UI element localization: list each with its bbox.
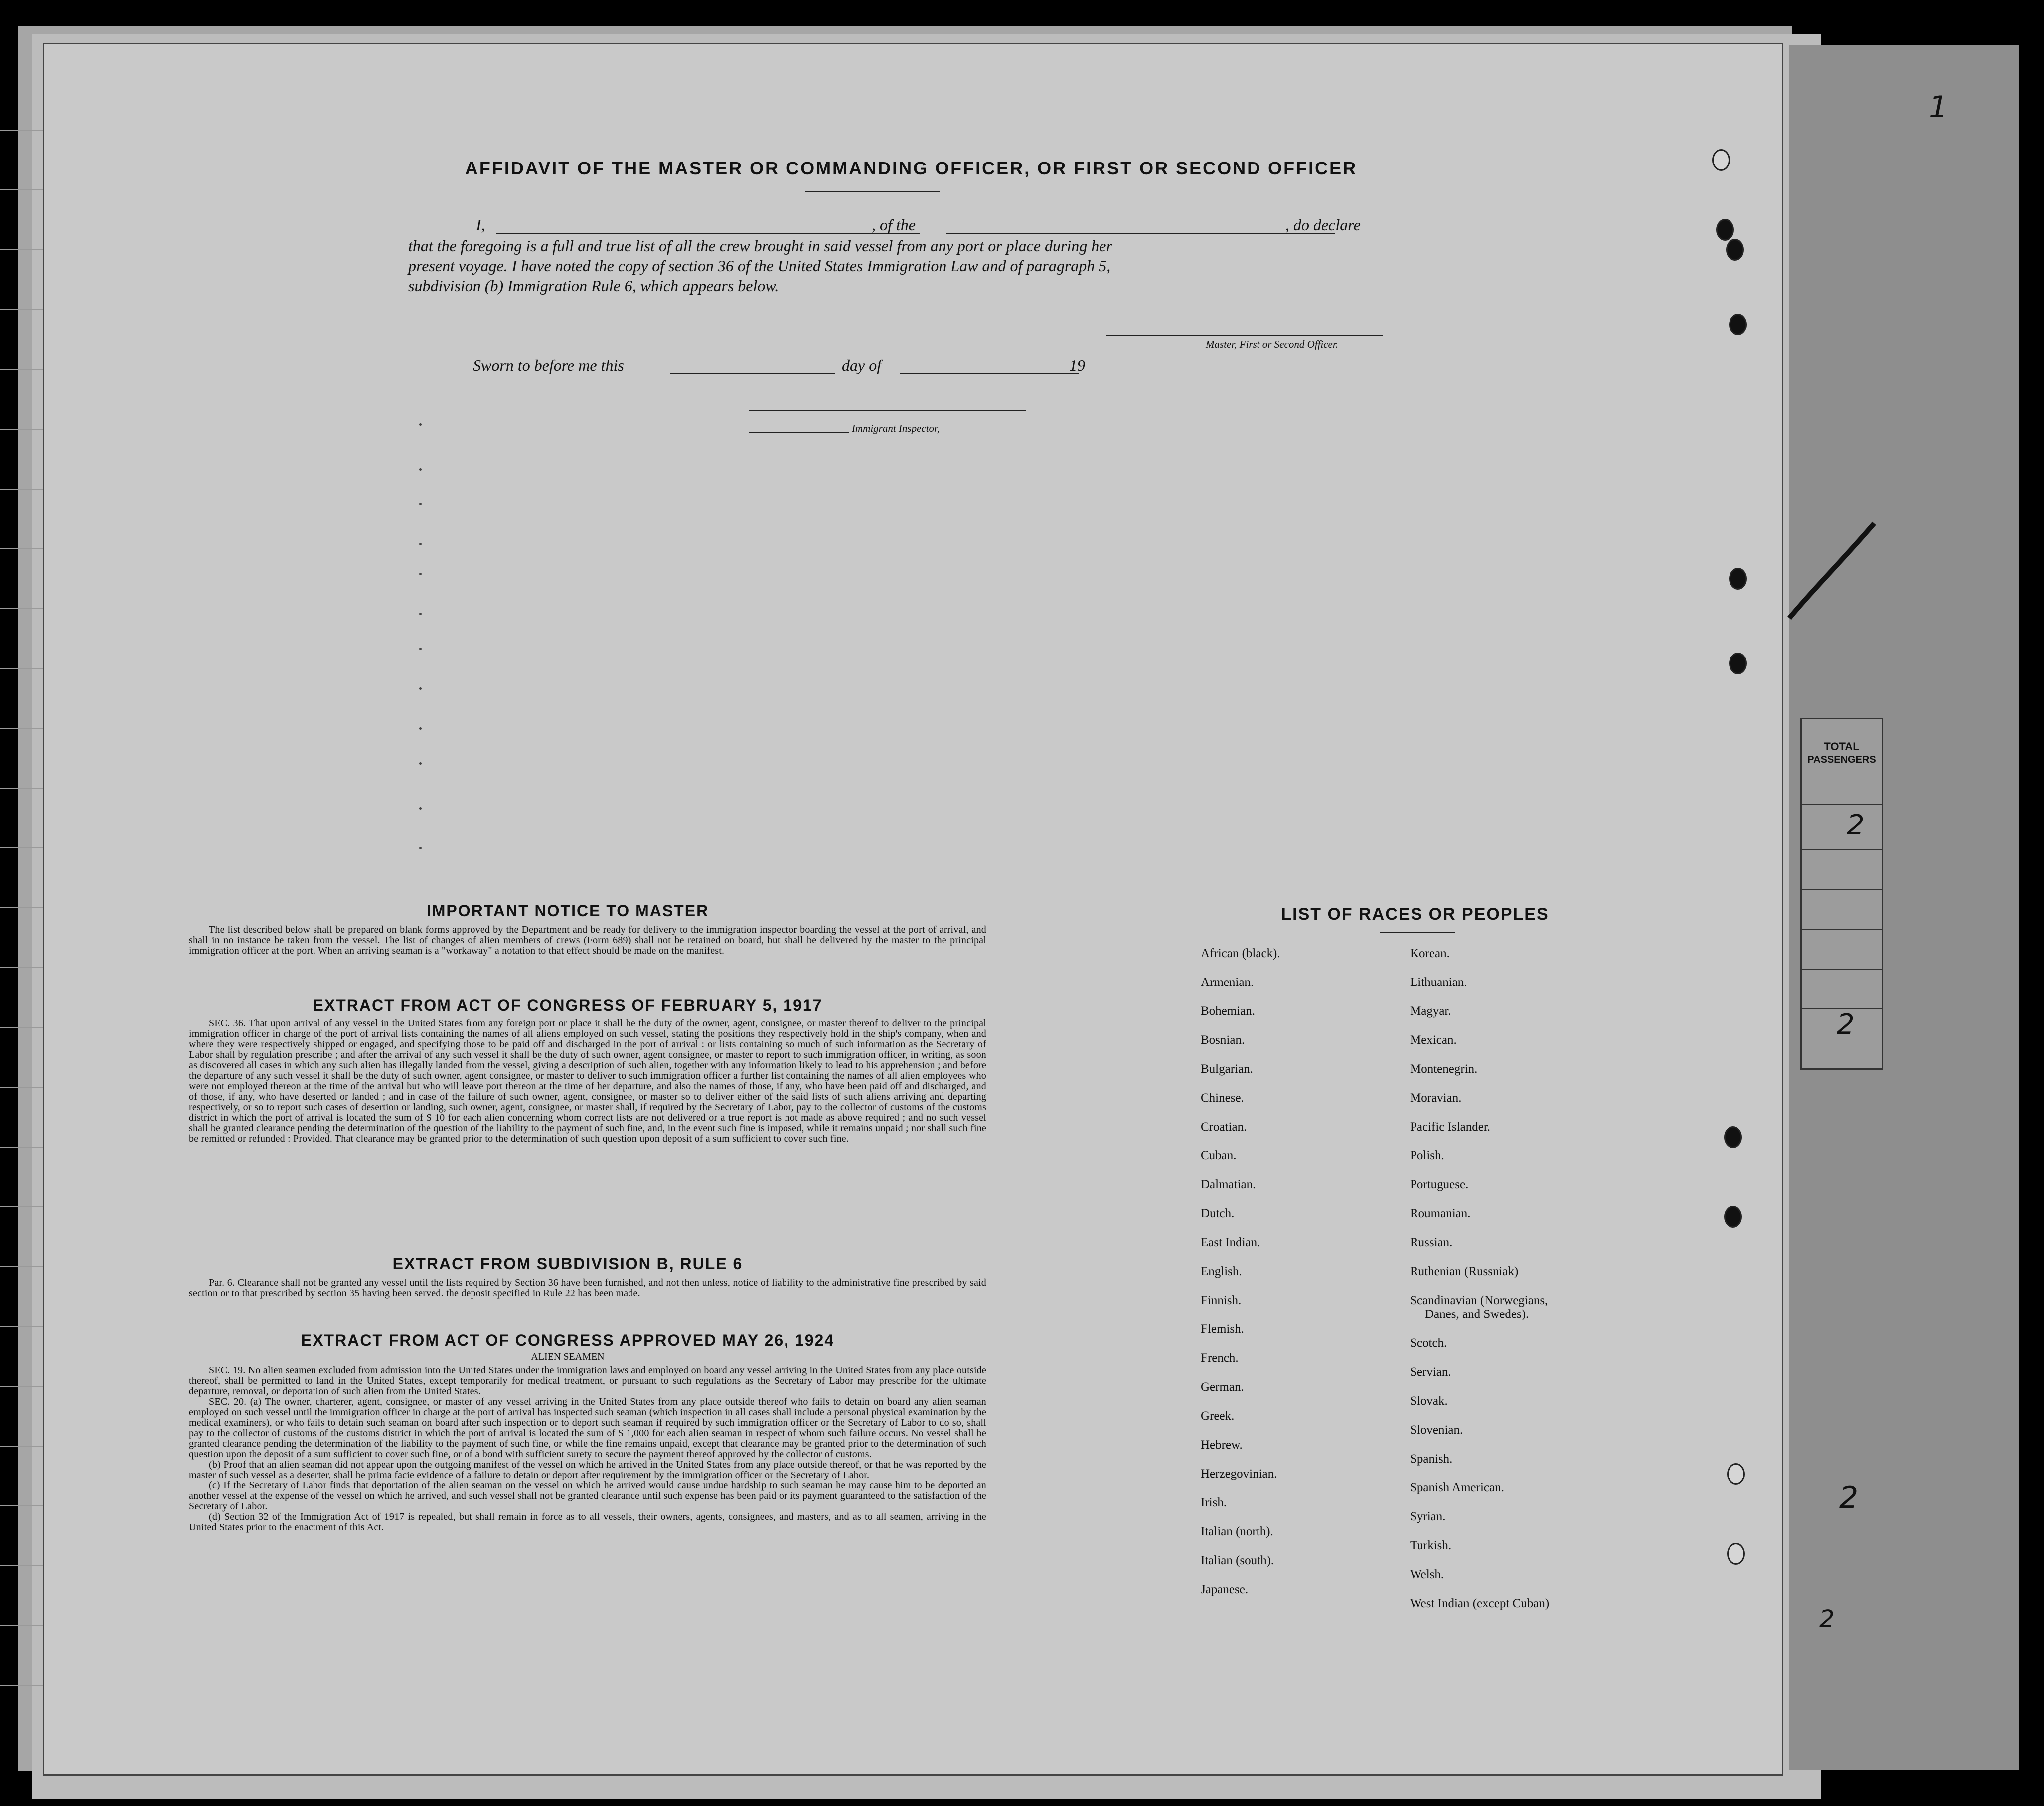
extract-1924-body: [189, 1365, 986, 1533]
binder-hole-icon: [1716, 219, 1734, 241]
affidavit-line-4: subdivision (b) Immigration Rule 6, which appears below.: [408, 277, 779, 295]
underlying-ruled-strip: [0, 130, 43, 1775]
affidavit-i-label: I,: [476, 216, 485, 234]
race-left-item: Chinese.: [1201, 1091, 1244, 1105]
handwritten-check-stroke: [1784, 518, 1884, 633]
race-left-item: French.: [1201, 1351, 1239, 1365]
race-left-item: Flemish.: [1201, 1322, 1244, 1336]
race-left-item: Armenian.: [1201, 976, 1254, 989]
sworn-label: Sworn to before me this: [473, 356, 624, 374]
race-right-item: Portuguese.: [1410, 1178, 1469, 1191]
binder-hole-icon: [1724, 1126, 1742, 1148]
vessel-blank-line: [946, 233, 1335, 234]
race-left-item: Finnish.: [1201, 1294, 1242, 1307]
extract-rule6-title: EXTRACT FROM SUBDIVISION B, RULE 6: [392, 1255, 743, 1273]
tally-entry-2: 2: [1837, 1008, 1855, 1041]
affidavit-form-sheet: [43, 43, 1783, 1776]
affidavit-title: AFFIDAVIT OF THE MASTER OR COMMANDING OFFICER, OR FIRST OR SECOND OFFICER: [465, 158, 1358, 178]
tally-header-total: TOTAL: [1824, 740, 1860, 753]
inspector-caption: Immigrant Inspector,: [852, 422, 940, 434]
race-left-item: Dutch.: [1201, 1207, 1235, 1220]
affidavit-line-2: that the foregoing is a full and true list of all the crew brought in said vessel from any port or place during her: [408, 237, 1112, 255]
race-right-item: Lithuanian.: [1410, 976, 1467, 989]
race-left-item: Herzegovinian.: [1201, 1467, 1277, 1480]
inspector-signature-line-2: [749, 432, 849, 433]
binder-hole-icon: [1727, 1543, 1745, 1565]
total-passengers-tally: [1800, 718, 1883, 1070]
race-right-item: Scandinavian (Norwegians,: [1410, 1294, 1548, 1307]
extract-rule6-body: Par. 6. Clearance shall not be granted any vessel until the lists required by Section 36 have been furnished, and not then unless, notice of liability to the administrative fine prescribed by said section or to that prescribed by section 35 having been served. the deposit specified in Rule 22 has been made.: [189, 1277, 986, 1299]
binder-hole-icon: [1729, 653, 1747, 674]
race-left-item: Bohemian.: [1201, 1004, 1256, 1018]
binder-hole-icon: [1724, 1206, 1742, 1228]
title-rule: [805, 191, 940, 192]
binder-hole-icon: [1727, 1463, 1745, 1485]
sec19-paragraph: SEC. 19. No alien seamen excluded from admission into the United States under the immigration laws and employed on board any vessel arriving in the United States from any place outside thereof, shall be permitted to land in the United States, except temporarily for medical treatment, or pursuant to such regulations as the Secretary of Labor may prescribe for the ultimate departure, removal, or deportation of such alien from the United States.: [189, 1365, 986, 1397]
extract-1917-title: EXTRACT FROM ACT OF CONGRESS OF FEBRUARY 5, 1917: [313, 996, 823, 1014]
tally-header-passengers: PASSENGERS: [1807, 754, 1876, 765]
name-blank-line: [496, 233, 920, 234]
handwritten-mark-top: 1: [1929, 90, 1948, 125]
notice-title: IMPORTANT NOTICE TO MASTER: [426, 902, 709, 920]
race-right-item: Mexican.: [1410, 1033, 1457, 1047]
race-left-item: Hebrew.: [1201, 1438, 1243, 1452]
race-left-item: Cuban.: [1201, 1149, 1237, 1162]
sec20d-paragraph: (d) Section 32 of the Immigration Act of 1917 is repealed, but shall remain in force as to all vessels, their owners, agents, consignees, and masters, and as to all seamen, arriving in the United States prior to the enactment of this Act.: [189, 1511, 986, 1533]
race-left-item: English.: [1201, 1265, 1242, 1278]
race-left-item: Bosnian.: [1201, 1033, 1245, 1047]
race-left-item: Dalmatian.: [1201, 1178, 1256, 1191]
day-of-label: day of: [842, 356, 882, 374]
race-right-item: Polish.: [1410, 1149, 1444, 1162]
race-right-item: Roumanian.: [1410, 1207, 1471, 1220]
inspector-signature-line-1: [749, 410, 1026, 411]
sworn-day-blank: [670, 373, 835, 374]
race-left-item: East Indian.: [1201, 1236, 1260, 1249]
race-right-item: Pacific Islander.: [1410, 1120, 1491, 1134]
binder-hole-icon: [1726, 239, 1744, 261]
year-label: 19: [1069, 356, 1085, 374]
sec20a-paragraph: SEC. 20. (a) The owner, charterer, agent, consignee, or master of any vessel arriving in the United States from any place outside thereof who fails to detain on board any alien seaman employed on such vessel until the immigration officer in charge at the port of arrival has inspected such seaman (which inspection in all cases shall include a personal physical examination by the medical examiners), or who fails to detain such seaman on board after such inspection or to deport such seaman if required by such immigration officer or the Secretary of Labor to do so, shall pay to the collector of customs of the customs district in which the port of arrival is located the sum of $ 1,000 for each alien seaman in respect of whom such failure occurs. No vessel shall be granted clearance pending the determination of the liability to the payment of such fine, or while the fine remains unpaid, except that clearance may be granted prior to the determination of such question upon the deposit of a sum sufficient to cover such fine, or of a bond with sufficient surety to secure the payment thereof approved by the collector of customs.: [189, 1396, 986, 1460]
race-right-item: Slovenian.: [1410, 1423, 1463, 1437]
affidavit-line-3: present voyage. I have noted the copy of section 36 of the United States Immigration Law and of paragraph 5,: [408, 257, 1111, 275]
extract-1924-subtitle: ALIEN SEAMEN: [531, 1351, 605, 1362]
race-right-item: Welsh.: [1410, 1568, 1444, 1581]
race-right-item: West Indian (except Cuban): [1410, 1597, 1550, 1610]
affidavit-statement: [408, 236, 1423, 296]
race-right-item: Danes, and Swedes).: [1425, 1308, 1529, 1321]
race-right-item: Korean.: [1410, 947, 1450, 960]
affidavit-of-the-label: , of the: [872, 216, 916, 234]
extract-1924-title: EXTRACT FROM ACT OF CONGRESS APPROVED MAY 26, 1924: [301, 1331, 835, 1349]
race-left-item: Italian (north).: [1201, 1525, 1273, 1538]
sworn-month-blank: [900, 373, 1079, 374]
race-left-item: Croatian.: [1201, 1120, 1247, 1134]
race-left-item: Japanese.: [1201, 1583, 1249, 1596]
race-right-item: Scotch.: [1410, 1336, 1447, 1350]
race-right-item: Spanish.: [1410, 1452, 1453, 1466]
handwritten-mark-lower: 2: [1839, 1480, 1859, 1515]
race-right-item: Montenegrin.: [1410, 1062, 1478, 1076]
race-right-item: Turkish.: [1410, 1539, 1452, 1552]
notice-body: The list described below shall be prepared on blank forms approved by the Department and be ready for delivery to the immigration inspector boarding the vessel at the port of arrival, and shall in no instance be taken from the vessel. The list of changes of alien members of crews (Form 689) shall not be retained on board, but shall be delivered by the master to the principal immigration officer at the port. When an arriving seaman is a "workaway" a notation to that effect should be made on the manifest.: [189, 924, 986, 956]
tally-entry-1: 2: [1847, 809, 1865, 841]
handwritten-mark-bottom: 2: [1819, 1605, 1835, 1633]
sec20c-paragraph: (c) If the Secretary of Labor finds that deportation of the alien seaman on the vessel on which he arrived would cause undue hardship to such seaman he may cause him to be deported an another vessel at the expense of the vessel on which he arrived, and such vessel shall not be granted clearance until such expense has been paid or its payment guaranteed to the satisfaction of the Secretary of Labor.: [189, 1480, 986, 1512]
race-right-item: Moravian.: [1410, 1091, 1462, 1105]
sec20b-paragraph: (b) Proof that an alien seaman did not appear upon the outgoing manifest of the vessel on which he arrived in the United States from any place outside thereof, or that he was reported by the master of such vessel as a deserter, shall be prima facie evidence of a failure to detain or deport after requirement by the immigration officer or the Secretary of Labor.: [189, 1459, 986, 1480]
race-right-item: Syrian.: [1410, 1510, 1446, 1523]
race-left-item: Irish.: [1201, 1496, 1227, 1509]
race-left-item: Greek.: [1201, 1409, 1235, 1423]
races-title: LIST OF RACES OR PEOPLES: [1281, 905, 1549, 924]
races-title-rule: [1380, 932, 1455, 933]
race-left-item: German.: [1201, 1380, 1244, 1394]
master-signature-line: [1106, 335, 1383, 336]
binder-hole-icon: [1729, 568, 1747, 590]
race-left-item: Italian (south).: [1201, 1554, 1274, 1567]
extract-1917-body: SEC. 36. That upon arrival of any vessel in the United States from any foreign port or place it shall be the duty of the owner, agent, consignee, or master thereof to deliver to the principal immigration officer in charge of the port of arrival lists containing the names of all aliens employed on such vessel, stating the positions they respectively hold in the ship's company, when and where they were respectively shipped or engaged, and specifying those to be paid off and discharged in the port of arrival : or lists containing so much of such information as the Secretary of Labor shall by regulation prescribe ; and after the arrival of any such vessel it shall be the duty of such owner, agent consignee, or master to report to such immigration officer, in writing, as soon as discovered all cases in which any such alien has illegally landed from the vessel, giving a description of such alien, together with any information likely to lead to his apprehension ; and before the departure of any such vessel it shall be the duty of such owner, agent consignee, or master to deliver to such immigration officer a further list containing the names of all alien employees who were not employed thereon at the time of the arrival but who will leave port thereon at the time of her departure, and also the names of those, if any, who have been paid off and discharged, and of those, if any, who have deserted or landed ; and in case of the failure of such owner, agent, consignee, or master so to deliver either of the said lists of such aliens arriving and departing respectively, or so to report such cases of desertion or landing, such owner, agent, consignee, or master shall, if required by the Secretary of Labor, pay to the collector of customs of the customs district in which the port of arrival is located the sum of $ 10 for each alien concerning whom correct lists are not delivered or a true report is not made as above required ; and no such vessel shall be granted clearance pending the determination of the question of the liability to the payment of such fine, and, in the event such fine is imposed, while it remains unpaid ; nor shall such fine be remitted or refunded : Provided. That clearance may be granted prior to the determination of such question upon deposit of a sum sufficient to cover such fine.: [189, 1018, 986, 1144]
race-right-item: Spanish American.: [1410, 1481, 1504, 1494]
affidavit-declare-label: , do declare: [1285, 216, 1361, 234]
race-left-item: African (black).: [1201, 947, 1280, 960]
master-signature-caption: Master, First or Second Officer.: [1206, 338, 1338, 350]
binder-hole-icon: [1712, 149, 1730, 171]
race-right-item: Servian.: [1410, 1365, 1451, 1379]
binder-hole-icon: [1729, 314, 1747, 335]
race-right-item: Magyar.: [1410, 1004, 1451, 1018]
race-right-item: Russian.: [1410, 1236, 1453, 1249]
race-left-item: Bulgarian.: [1201, 1062, 1253, 1076]
race-right-item: Slovak.: [1410, 1394, 1448, 1408]
race-right-item: Ruthenian (Russniak): [1410, 1265, 1519, 1278]
